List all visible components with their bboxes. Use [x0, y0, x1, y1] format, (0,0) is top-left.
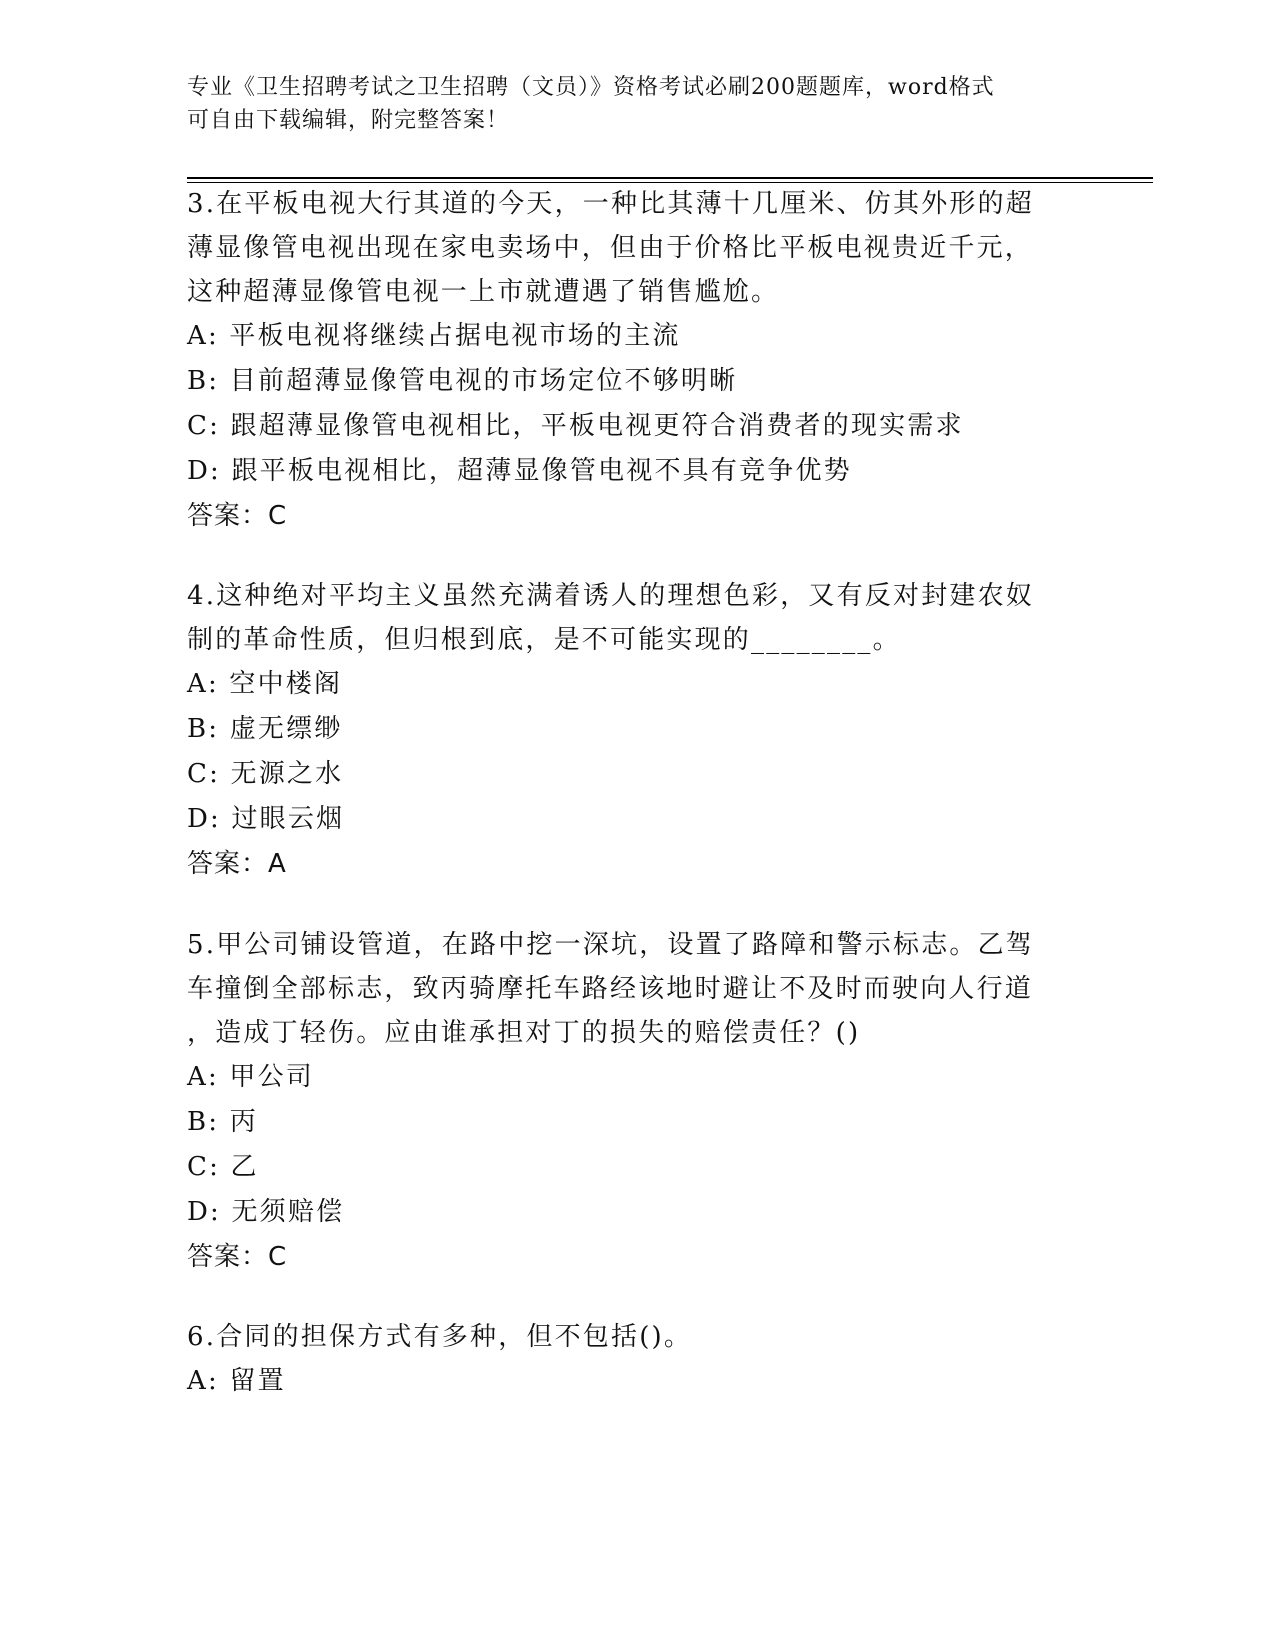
- question-stem: [187, 182, 1067, 314]
- stem-line: 3.在平板电视大行其道的今天，一种比其薄十几厘米、仿其外形的超: [187, 189, 1035, 219]
- header-divider-thick: [187, 177, 1153, 179]
- stem-line: 6.合同的担保方式有多种，但不包括()。: [187, 1322, 693, 1352]
- option-a: A: 甲公司: [187, 1062, 315, 1092]
- header-line-2: 可自由下载编辑，附完整答案！: [187, 108, 510, 133]
- question-stem: [187, 574, 1067, 662]
- stem-line: ，造成丁轻伤。应由谁承担对丁的损失的赔偿责任？(): [187, 1018, 861, 1048]
- question-6: [187, 1315, 1067, 1404]
- option-d: D: 跟平板电视相比，超薄显像管电视不具有竞争优势: [187, 456, 852, 486]
- option-a: A: 平板电视将继续占据电视市场的主流: [187, 321, 681, 351]
- stem-line: 薄显像管电视出现在家电卖场中，但由于价格比平板电视贵近千元，: [187, 233, 1034, 263]
- question-4: [187, 574, 1067, 887]
- stem-line: 5.甲公司铺设管道，在路中挖一深坑，设置了路障和警示标志。乙驾: [187, 930, 1035, 960]
- stem-line: 车撞倒全部标志，致丙骑摩托车路经该地时避让不及时而驶向人行道: [187, 974, 1034, 1004]
- option-c: C: 无源之水: [187, 759, 344, 789]
- answer: 答案：C: [187, 1242, 288, 1272]
- stem-line: 4.这种绝对平均主义虽然充满着诱人的理想色彩，又有反对封建农奴: [187, 581, 1035, 611]
- header-line-1: 专业《卫生招聘考试之卫生招聘（文员）》资格考试必刷200题题库，word格式: [187, 75, 995, 100]
- option-a: A: 留置: [187, 1366, 286, 1396]
- question-stem: [187, 923, 1067, 1055]
- question-5: [187, 923, 1067, 1280]
- question-3: [187, 182, 1067, 539]
- answer: 答案：A: [187, 849, 287, 879]
- question-stem: [187, 1315, 1067, 1359]
- option-b: B: 丙: [187, 1107, 258, 1137]
- stem-line: 这种超薄显像管电视一上市就遭遇了销售尴尬。: [187, 277, 780, 307]
- option-b: B: 虚无缥缈: [187, 714, 343, 744]
- option-c: C: 乙: [187, 1152, 259, 1182]
- document-header: [187, 71, 1067, 137]
- stem-line: 制的革命性质，但归根到底，是不可能实现的________。: [187, 625, 901, 655]
- option-d: D: 过眼云烟: [187, 804, 345, 834]
- option-b: B: 目前超薄显像管电视的市场定位不够明晰: [187, 366, 738, 396]
- option-a: A: 空中楼阁: [187, 669, 343, 699]
- option-d: D: 无须赔偿: [187, 1197, 345, 1227]
- option-c: C: 跟超薄显像管电视相比，平板电视更符合消费者的现实需求: [187, 411, 964, 441]
- answer: 答案：C: [187, 501, 288, 531]
